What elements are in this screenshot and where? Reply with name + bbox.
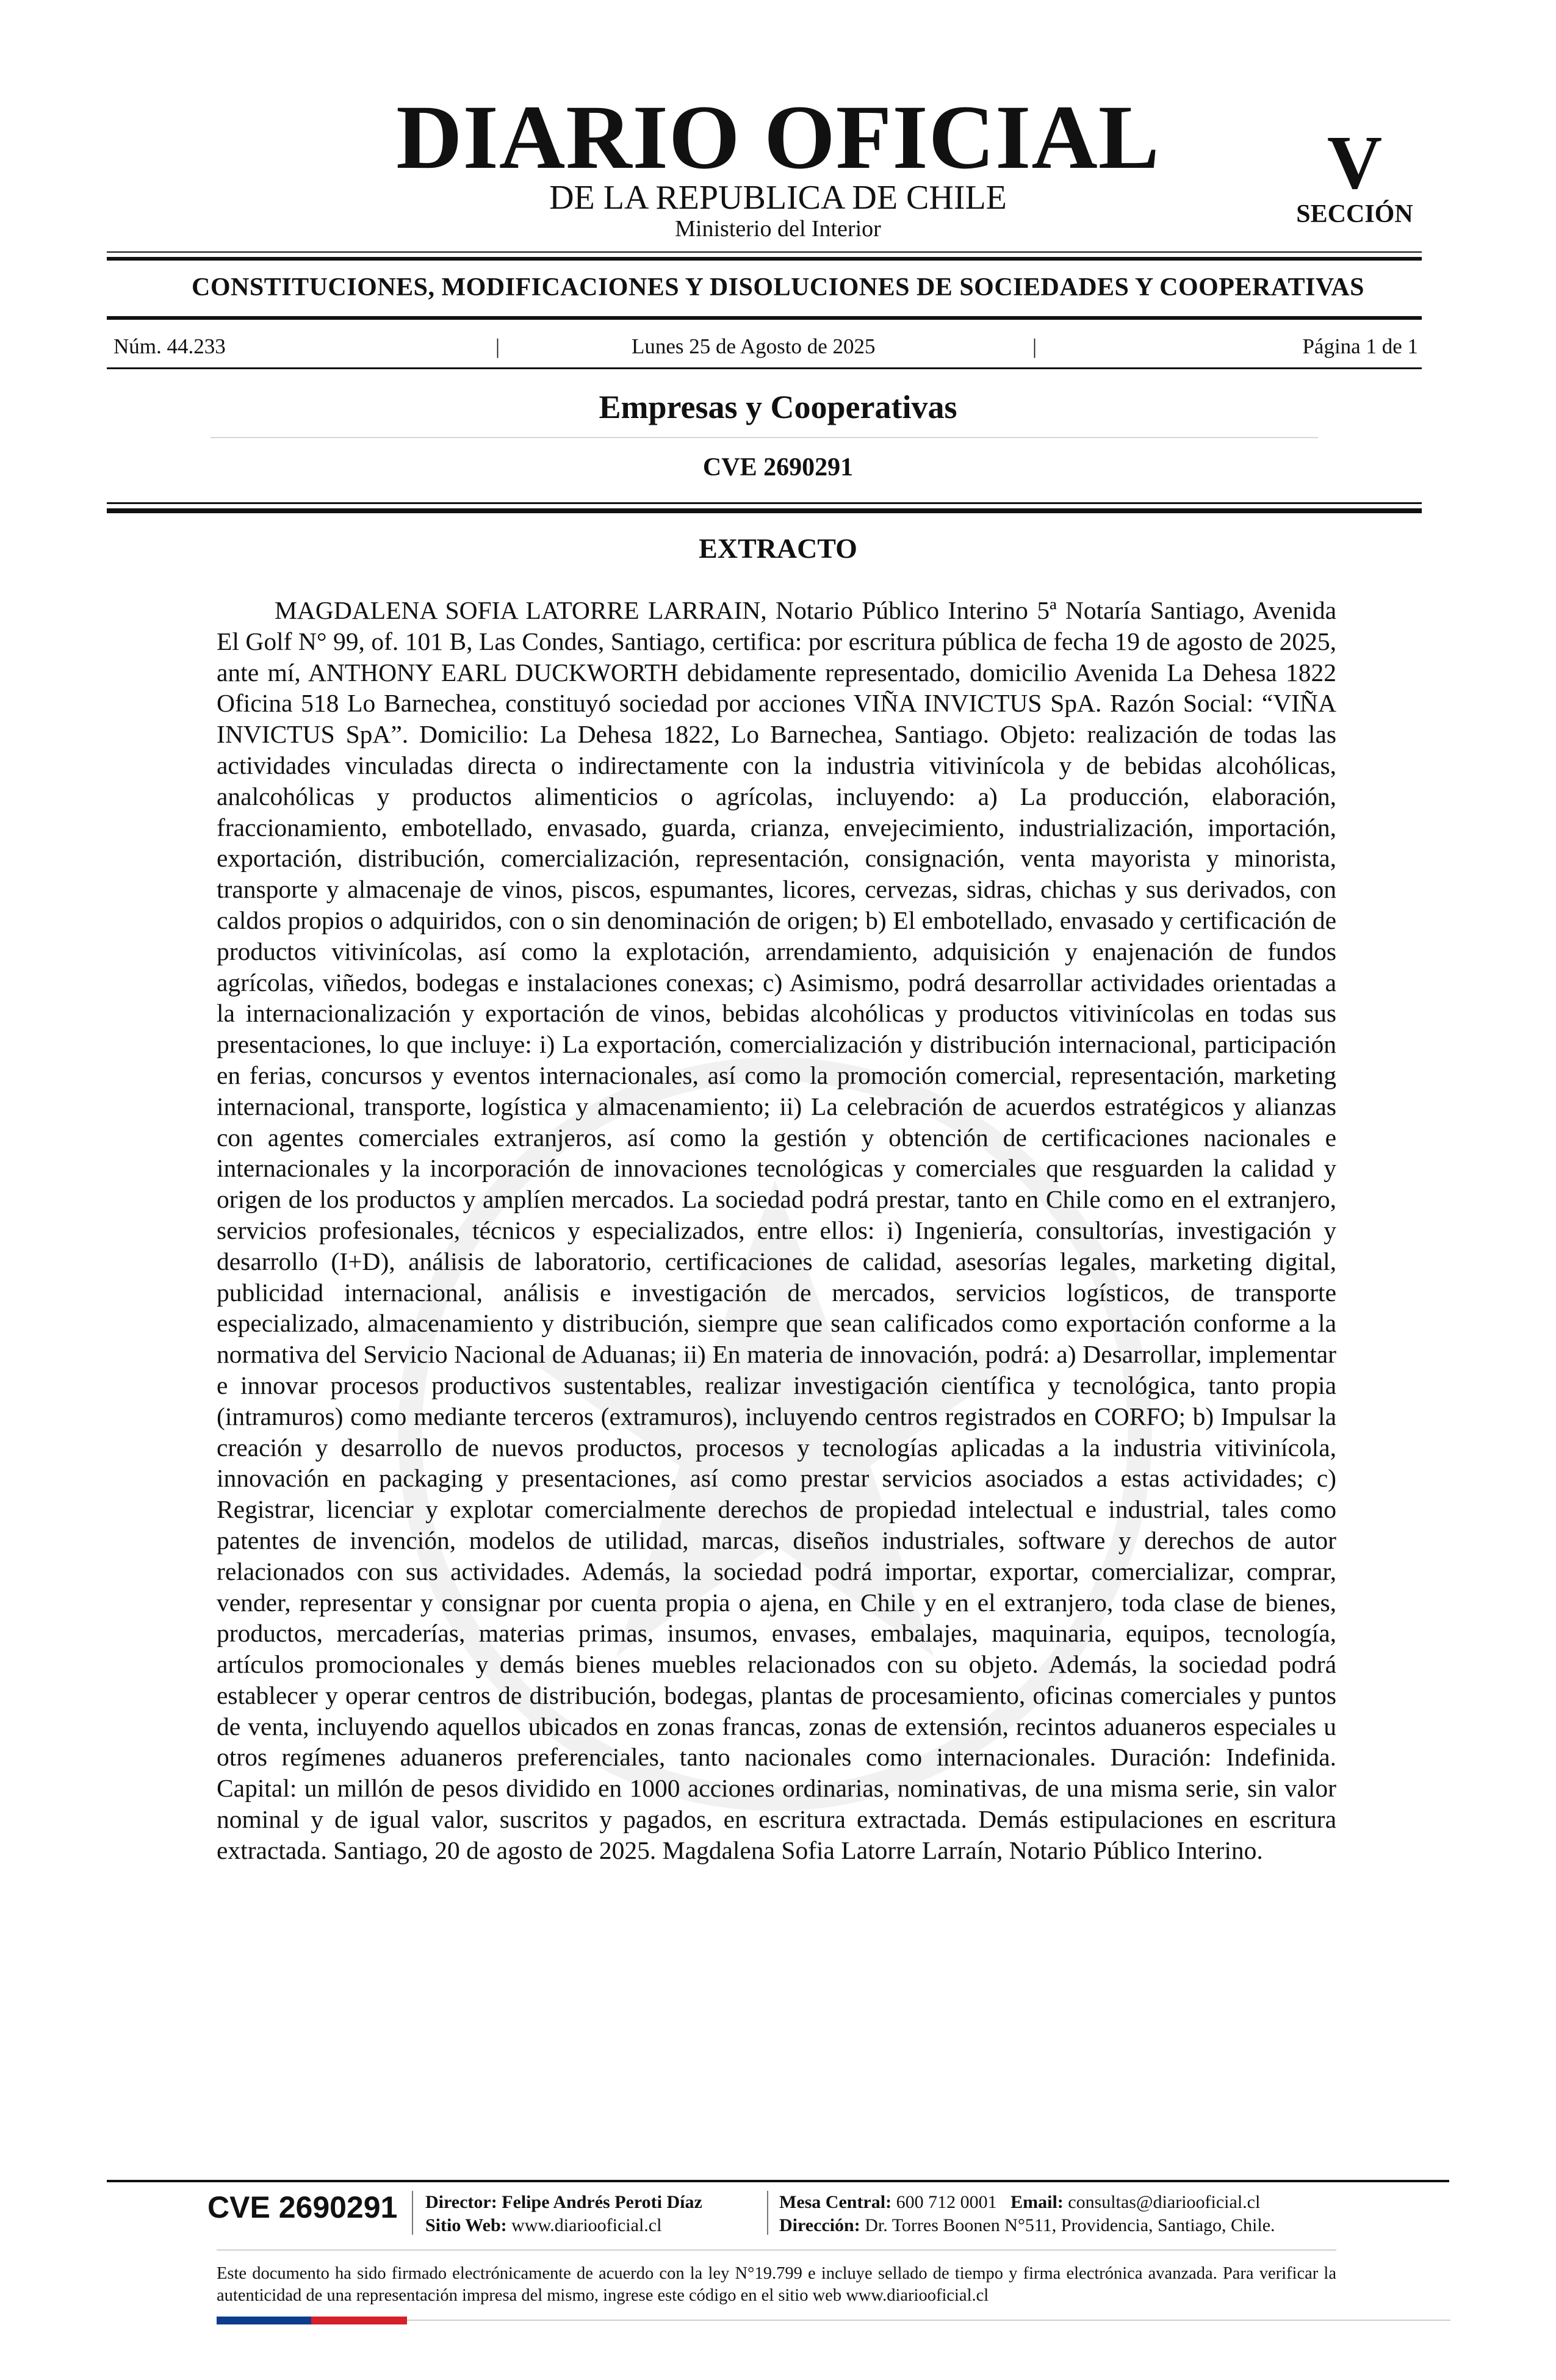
article-body: MAGDALENA SOFIA LATORRE LARRAIN, Notario Público Interino 5ª Notaría Santiago, Avenida El Golf N° 99, of. 101 B, Las Condes, Santiago, certifica: por escritura pública de fecha 19 de agosto de 2025, ante mí, ANTHONY EARL DUCKWORTH debidamente representado, domicilio Avenida La Dehesa 1822 Oficina 518 Lo Barnechea, constituyó sociedad por acciones VIÑA INVICTUS SpA. Razón Social: “VIÑA INVICTUS SpA”. Domicilio: La Dehesa 1822, Lo Barnechea, Santiago. Objeto: realización de todas las actividades vinculadas directa o indirectamente con la industria vitivinícola y de bebidas alcohólicas, analcohólicas y productos alimenticios o agrícolas, incluyendo: a) La producción, elaboración, fraccionamiento, embotellado, envasado, guarda, crianza, envejecimiento, industrialización, importación, exportación, distribución, comercialización, representación, consignación, venta mayorista y minorista, transporte y almacenaje de vinos, piscos, espumantes, licores, cervezas, sidras, chichas y sus derivados, con caldos propios o adquiridos, con o sin denominación de origen; b) El embotellado, envasado y certificación de productos vitivinícolas, así como la explotación, arrendamiento, adquisición y enajenación de fundos agrícolas, viñedos, bodegas e instalaciones conexas; c) Asimismo, podrá desarrollar actividades orientadas a la internacionalización y exportación de vinos, bebidas alcohólicas y productos vitivinícolas en todas sus presentaciones, lo que incluye: i) La exportación, comercialización y distribución internacional, participación en ferias, concursos y eventos internacionales, así como la promoción comercial, representación, marketing internacional, transporte, logística y almacenamiento; ii) La celebración de acuerdos estratégicos y alianzas con agentes comerciales extranjeros, así como la gestión y obtención de certificaciones nacionales e internacionales y la incorporación de innovaciones tecnológicas y comerciales que resguarden la calidad y origen de los productos y amplíen mercados. La sociedad podrá prestar, tanto en Chile como en el extranjero, servicios profesionales, técnicos y especializados, entre ellos: i) Ingeniería, consultorías, investigación y desarrollo (I+D), análisis de laboratorio, certificaciones de calidad, asesorías legales, marketing digital, publicidad internacional, análisis e investigación de mercados, servicios logísticos, de transporte especializado, almacenamiento y distribución, siempre que sean calificados como exportación conforme a la normativa del Servicio Nacional de Aduanas; ii) En materia de innovación, podrá: a) Desarrollar, implementar e innovar procesos productivos sustentables, realizar investigación científica y tecnológica, tanto propia (intramuros) como mediante terceros (extramuros), incluyendo centros registrados en CORFO; b) Impulsar la creación y desarrollo de nuevos productos, procesos y tecnologías aplicadas a la industria vitivinícola, innovación en packaging y presentaciones, así como prestar servicios asociados a estas actividades; c) Registrar, licenciar y explotar comercialmente derechos de propiedad intelectual e industrial, tales como patentes de invención, modelos de utilidad, marcas, diseños industriales, software y derechos de autor relacionados con sus actividades. Además, la sociedad podrá importar, exportar, comercializar, comprar, vender, representar y consignar por cuenta propia o ajena, en Chile y en el extranjero, toda clase de bienes, productos, mercaderías, materias primas, insumos, envases, embalajes, maquinaria, equipos, tecnología, artículos promocionales y demás bienes muebles relacionados con su objeto. Además, la sociedad podrá establecer y operar centros de distribución, bodegas, plantas de procesamiento, oficinas comerciales y puntos de venta, incluyendo aquellos ubicados en zonas francas, zonas de extensión, recintos aduaneros especiales u otros regímenes aduaneros preferenciales, tanto nacionales como internacionales. Duración: Indefinida. Capital: un millón de pesos dividido en 1000 acciones ordinarias, nominativas, de una misma serie, sin valor nominal y de igual valor, suscritos y pagados, en escritura extractada. Demás estipulaciones en escritura extractada. Santiago, 20 de agosto de 2025. Magdalena Sofia Latorre Larraín, Notario Público Interino.	[217, 596, 1336, 1864]
director-name: Felipe Andrés Peroti Díaz	[502, 2192, 702, 2212]
article-heading: EXTRACTO	[699, 533, 857, 564]
footer-divider	[767, 2191, 768, 2235]
newspaper-subtitle: DE LA REPUBLICA DE CHILE	[549, 179, 1007, 217]
publication-category: Empresas y Cooperativas	[599, 389, 957, 425]
issue-date: Lunes 25 de Agosto de 2025	[632, 334, 876, 358]
footer-divider	[412, 2191, 413, 2235]
ministry-label: Ministerio del Interior	[675, 216, 881, 242]
rule-under-category	[211, 437, 1318, 438]
newspaper-title: DIARIO OFICIAL	[396, 87, 1160, 188]
category-title: CONSTITUCIONES, MODIFICACIONES Y DISOLUCIONES DE SOCIEDADES Y COOPERATIVAS	[192, 273, 1364, 301]
footer-rule	[107, 2180, 1449, 2182]
footer-director-block	[425, 2191, 702, 2237]
phone-label: Mesa Central:	[779, 2192, 892, 2212]
director-label: Director:	[425, 2192, 497, 2212]
website-link[interactable]: www.diariooficial.cl	[511, 2215, 662, 2235]
section-label: SECCIÓN	[1296, 200, 1413, 228]
footer-bottom-rule	[407, 2320, 1450, 2321]
issue-info-row	[110, 334, 1422, 359]
email-link[interactable]: consultas@diariooficial.cl	[1068, 2192, 1261, 2212]
section-letter: V	[1327, 121, 1383, 205]
phone-number: 600 712 0001	[896, 2192, 997, 2212]
issue-number: Núm. 44.233	[113, 334, 226, 358]
cve-code: CVE 2690291	[702, 453, 854, 481]
signature-notice: Este documento ha sido firmado electrónicamente de acuerdo con la ley N°19.799 e incluye sellado de tiempo y firma electrónica avanzada. Para verificar la autenticidad de una representación impresa del mismo, ingrese este código en el sitio web www.diariooficial.cl	[217, 2264, 1336, 2305]
website-label: Sitio Web:	[425, 2215, 507, 2235]
rule-header-bottom-thin	[107, 502, 1422, 504]
footer-contact-block	[779, 2191, 1275, 2237]
rule-top-thin	[107, 251, 1422, 253]
issue-separator: |	[1032, 334, 1037, 358]
footer-rule-light	[217, 2249, 1336, 2251]
issue-separator: |	[495, 334, 500, 358]
rule-top-thick	[107, 257, 1422, 261]
page-indicator: Página 1 de 1	[1302, 334, 1418, 358]
rule-header-bottom-thick	[107, 508, 1422, 513]
email-label: Email:	[1010, 2192, 1064, 2212]
rule-under-issue	[107, 367, 1422, 369]
flag-bar-red	[311, 2317, 407, 2324]
rule-mid-thick	[107, 316, 1422, 320]
address-text: Dr. Torres Boonen N°511, Providencia, Santiago, Chile.	[865, 2215, 1275, 2235]
address-label: Dirección:	[779, 2215, 860, 2235]
footer-cve-code: CVE 2690291	[207, 2190, 398, 2224]
flag-bar-blue	[217, 2317, 311, 2324]
